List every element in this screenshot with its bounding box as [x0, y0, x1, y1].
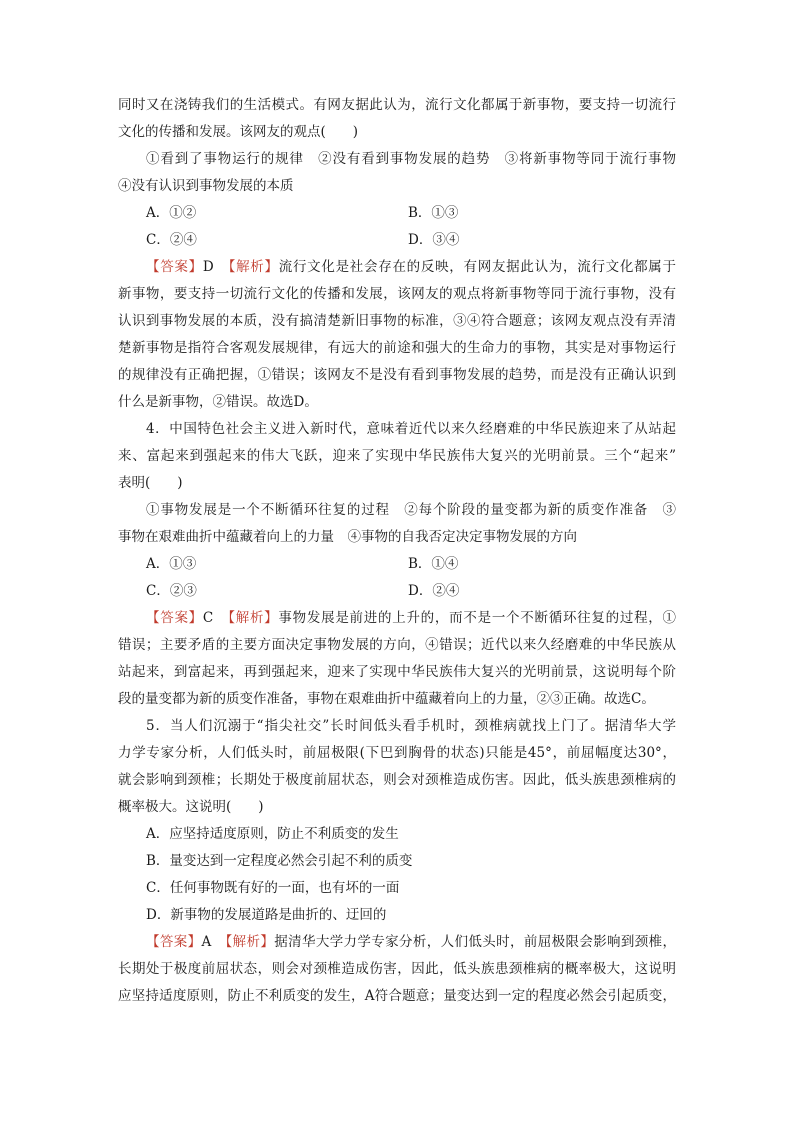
q4-analysis-line-2: 站起来，到富起来，再到强起来，迎来了实现中华民族伟大复兴的光明前景，这说明每个阶 [118, 664, 676, 680]
q4-statements-line-1: ①事物发展是一个不断循环往复的过程 ②每个阶段的量变都为新的质变作准备 ③ [146, 502, 676, 518]
q5-analysis-tag: 【解析】 [225, 934, 275, 950]
q4-statements-line-2: 事物在艰难曲折中蕴藏着向上的力量 ④事物的自我否定决定事物发展的方向 [118, 529, 577, 545]
q5-stem-line-4: 概率极大。这说明( ) [118, 799, 264, 815]
q5-option-d: D．新事物的发展道路是曲折的、迂回的 [146, 907, 387, 923]
q3-analysis-line-1: 新事物，要支持一切流行文化的传播和发展，该网友的观点将新事物等同于流行事物，没有 [118, 286, 676, 302]
q3-answer-tag: 【答案】 [146, 259, 203, 275]
q4-answer-value: C [202, 610, 214, 626]
q3-answer-line [118, 254, 676, 281]
q4-analysis-line-1: 错误；主要矛盾的主要方面决定事物发展的方向，④错误；近代以来久经磨难的中华民族从 [118, 637, 676, 653]
q5-option-a: A．应坚持适度原则，防止不利质变的发生 [146, 826, 399, 842]
q3-statements-line-2: ④没有认识到事物发展的本质 [118, 178, 294, 194]
q5-analysis-line-1: 长期处于极度前屈状态，则会对颈椎造成伤害，因此，低头族患颈椎病的概率极大，这说明 [118, 961, 676, 977]
q4-options-row-1 [118, 551, 676, 578]
q4-option-d: D．②④ [408, 583, 460, 599]
q4-analysis-first: 事物发展是前进的上升的，而不是一个不断循环往复的过程，① [278, 610, 676, 626]
q3-analysis-line-4: 的规律没有正确把握，①错误；该网友不是没有看到事物发展的趋势，而是没有正确认识到 [118, 367, 676, 383]
q3-statements-line-1: ①看到了事物运行的规律 ②没有看到事物发展的趋势 ③将新事物等同于流行事物 [146, 151, 676, 167]
q4-analysis-tag: 【解析】 [228, 610, 279, 626]
q3-stem-line-1: 同时又在浇铸我们的生活模式。有网友据此认为，流行文化都属于新事物，要支持一切流行 [118, 97, 676, 113]
q3-analysis-line-5: 什么是新事物，②错误。故选D。 [118, 394, 318, 410]
q3-stem-line-2: 文化的传播和发展。该网友的观点( ) [118, 124, 359, 140]
q5-answer-tag: 【答案】 [146, 934, 202, 950]
q3-option-c: C．②④ [146, 232, 197, 248]
q3-option-b: B．①③ [408, 205, 459, 221]
q3-analysis-tag: 【解析】 [228, 259, 279, 275]
q4-option-b: B．①④ [408, 556, 459, 572]
q3-option-a: A．①② [146, 205, 197, 221]
q4-options-row-2 [118, 578, 676, 605]
q4-stem-line-3: 表明( ) [118, 475, 183, 491]
q3-analysis-first: 流行文化是社会存在的反映，有网友据此认为，流行文化都属于 [278, 259, 676, 275]
q4-stem-line-1: 4．中国特色社会主义进入新时代，意味着近代以来久经磨难的中华民族迎来了从站起 [146, 421, 676, 437]
q5-answer-value: A [201, 934, 212, 950]
q3-options-row-2 [118, 227, 676, 254]
q4-analysis-line-3: 段的量变都为新的质变作准备，事物在艰难曲折中蕴藏着向上的力量，②③正确。故选C。 [118, 691, 655, 707]
q4-answer-tag: 【答案】 [146, 610, 203, 626]
q3-option-d: D．③④ [408, 232, 460, 248]
q4-option-c: C．②③ [146, 583, 197, 599]
q3-options-row-1 [118, 200, 676, 227]
q5-option-c: C．任何事物既有好的一面，也有坏的一面 [146, 880, 400, 896]
q5-stem-line-1: 5．当人们沉溺于“指尖社交”长时间低头看手机时，颈椎病就找上门了。据清华大学 [146, 718, 676, 734]
q5-stem-line-3: 就会影响到颈椎；长期处于极度前屈状态，则会对颈椎造成伤害。因此，低头族患颈椎病的 [118, 772, 676, 788]
q5-analysis-first: 据清华大学力学专家分析，人们低头时，前屈极限会影响到颈椎， [274, 934, 676, 950]
q3-answer-value: D [202, 259, 214, 275]
q5-answer-line [118, 929, 676, 956]
q5-stem-line-2: 力学专家分析，人们低头时，前屈极限(下巴到胸骨的状态)只能是45°，前屈幅度达30°， [118, 745, 676, 761]
q3-analysis-line-3: 楚新事物是指符合客观发展规律，有远大的前途和强大的生命力的事物，其实是对事物运行 [118, 340, 676, 356]
q4-stem-line-2: 来、富起来到强起来的伟大飞跃，迎来了实现中华民族伟大复兴的光明前景。三个“起来” [118, 448, 676, 464]
q4-option-a: A．①③ [146, 556, 197, 572]
q4-answer-line [118, 605, 676, 632]
q3-analysis-line-2: 认识到事物发展的本质，没有搞清楚新旧事物的标准，③④符合题意；该网友观点没有弄清 [118, 313, 676, 329]
q5-option-b: B．量变达到一定程度必然会引起不利的质变 [146, 853, 413, 869]
q5-analysis-line-2: 应坚持适度原则，防止不利质变的发生，A符合题意；量变达到一定的程度必然会引起质变， [118, 988, 676, 1004]
page-content [118, 92, 676, 1010]
